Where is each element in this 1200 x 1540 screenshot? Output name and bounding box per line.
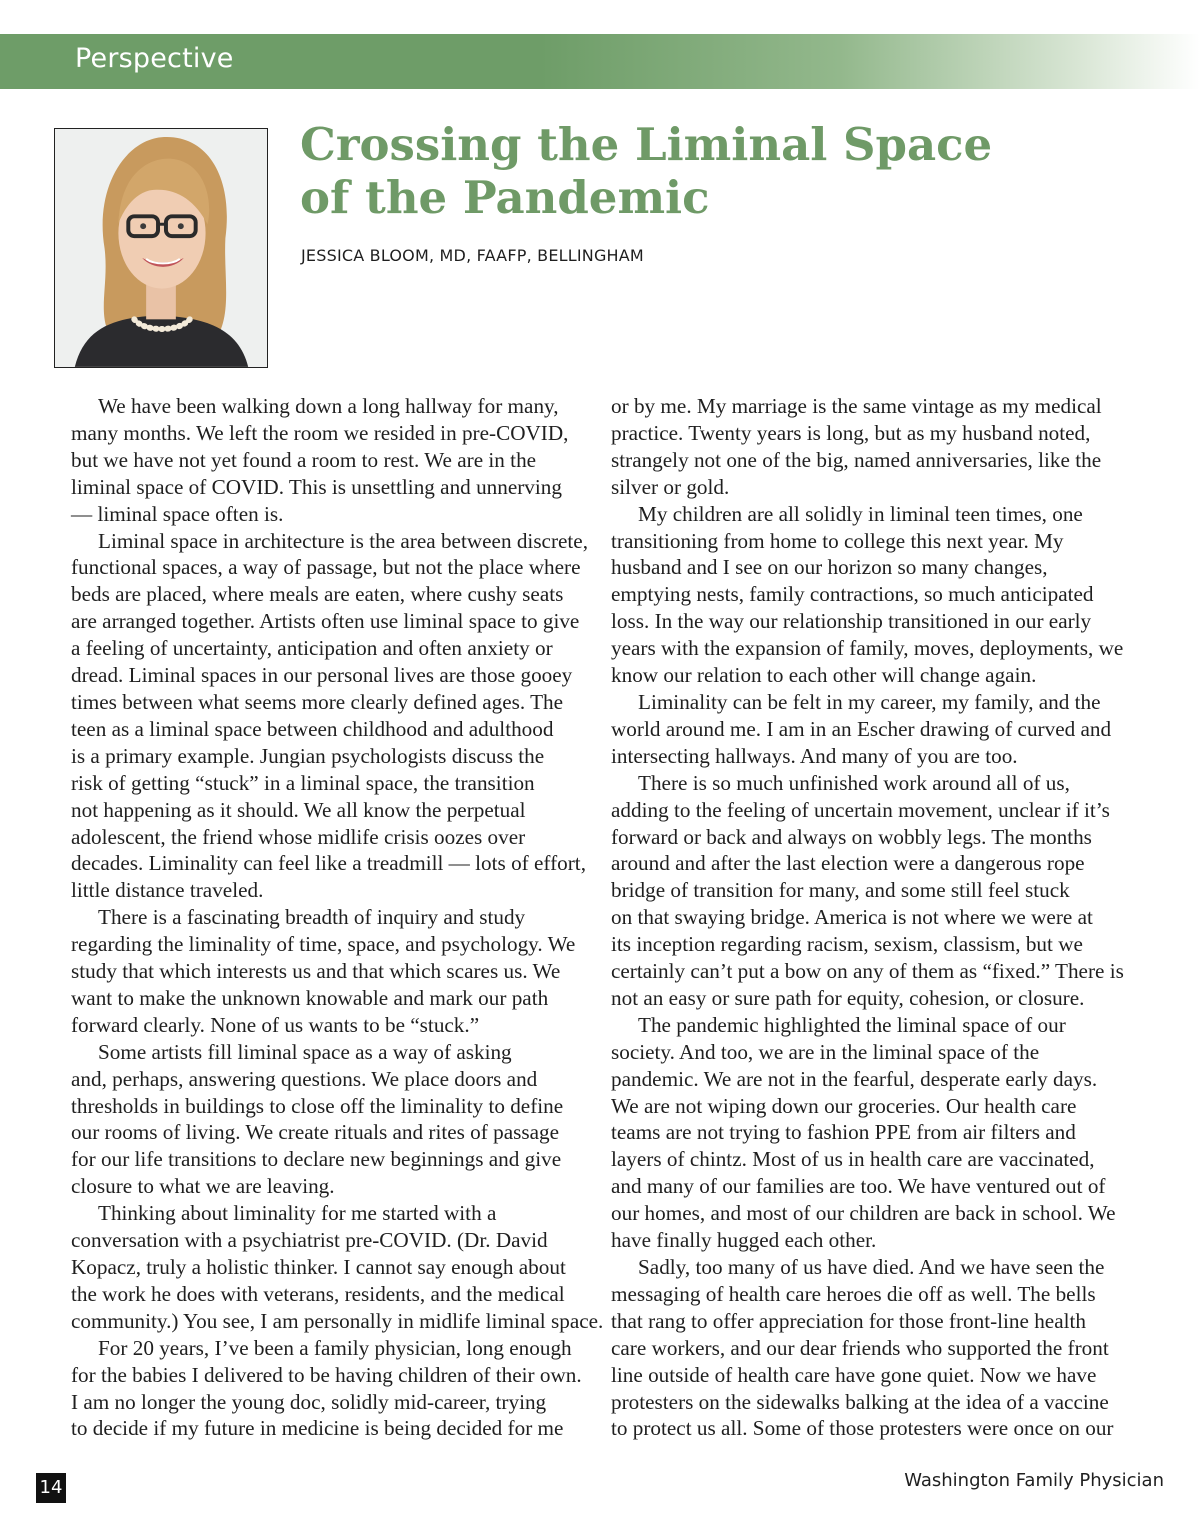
article-text-line: Sadly, too many of us have died. And we have seen the — [638, 1255, 1105, 1279]
article-text-line: study that which interests us and that which scares us. We — [71, 959, 561, 984]
article-text-line: and many of our families are too. We have ventured out of — [611, 1174, 1106, 1199]
publication-name: Washington Family Physician — [904, 1470, 1164, 1491]
article-text-line: world around me. I am in an Escher drawing of curved and — [611, 716, 1112, 741]
article-text-line: a feeling of uncertainty, anticipation and often anxiety or — [71, 636, 553, 661]
article-text-line: have finally hugged each other. — [611, 1228, 877, 1253]
article-text-line: not happening as it should. We all know the perpetual — [71, 797, 526, 822]
article-text-line: regarding the liminality of time, space, and psychology. We — [71, 932, 576, 957]
article-text-line: many months. We left the room we resided in pre-COVID, — [71, 420, 569, 445]
article-text-line: silver or gold. — [611, 474, 730, 499]
article-text-line: thresholds in buildings to close off the liminality to define — [71, 1093, 564, 1118]
page-number: 14 — [36, 1473, 66, 1503]
article-text-line: decades. Liminality can feel like a treadmill — lots of effort, — [71, 851, 586, 876]
article-text-line: or by me. My marriage is the same vintage as my medical — [611, 394, 1102, 418]
article-text-line: teen as a liminal space between childhood and adulthood — [71, 716, 554, 741]
article-text-line: intersecting hallways. And many of you are too. — [611, 743, 1018, 768]
article-text-line: the work he does with veterans, residents, and the medical — [71, 1281, 565, 1306]
author-byline: JESSICA BLOOM, MD, FAAFP, BELLINGHAM — [301, 246, 644, 265]
article-text-line: teams are not trying to fashion PPE from air filters and — [611, 1120, 1076, 1145]
article-text-line: for the babies I delivered to be having children of their own. — [71, 1362, 582, 1387]
article-text-line: and, perhaps, answering questions. We place doors and — [71, 1066, 538, 1091]
article-text-line: The pandemic highlighted the liminal space of our — [638, 1012, 1066, 1037]
article-text-line: little distance traveled. — [71, 878, 264, 903]
article-text-line: husband and I see on our horizon so many changes, — [611, 555, 1048, 580]
article-text-line: emptying nests, family contractions, so much anticipated — [611, 582, 1094, 607]
article-text-line: want to make the unknown knowable and mark our path — [71, 985, 549, 1010]
article-title-line-1: Crossing the Liminal Space — [300, 118, 993, 171]
article-text-line: functional spaces, a way of passage, but not the place where — [71, 555, 581, 580]
article-text-line: years with the expansion of family, moves, deployments, we — [611, 636, 1124, 661]
article-text-line: For 20 years, I’ve been a family physician, long enough — [98, 1335, 572, 1360]
article-text-line: pandemic. We are not in the fearful, desperate early days. — [611, 1066, 1098, 1091]
section-banner — [0, 34, 1200, 89]
article-text-line: Liminal space in architecture is the area between discrete, — [98, 528, 589, 553]
article-text-line: We are not wiping down our groceries. Our health care — [611, 1093, 1077, 1118]
article-column-right — [611, 393, 1131, 1442]
article-text-line: know our relation to each other will change again. — [611, 663, 1037, 688]
article-text-line: There is a fascinating breadth of inquiry and study — [98, 905, 526, 930]
section-label: Perspective — [75, 43, 234, 74]
article-text-line: its inception regarding racism, sexism, classism, but we — [611, 932, 1083, 957]
article-text-line: loss. In the way our relationship transitioned in our early — [611, 609, 1092, 634]
article-text-line: adding to the feeling of uncertain movement, unclear if it’s — [611, 797, 1110, 822]
article-text-line: Thinking about liminality for me started with a — [98, 1201, 497, 1226]
article-text-line: transitioning from home to college this next year. My — [611, 528, 1064, 553]
article-text-line: beds are placed, where meals are eaten, where cushy seats — [71, 582, 564, 607]
article-text-line: adolescent, the friend whose midlife crisis oozes over — [71, 824, 526, 849]
article-text-line: but we have not yet found a room to rest. We are in the — [71, 447, 537, 472]
article-title-line-2: of the Pandemic — [300, 171, 710, 224]
article-text-line: layers of chintz. Most of us in health care are vaccinated, — [611, 1147, 1095, 1172]
article-text-line: dread. Liminal spaces in our personal lives are those gooey — [71, 663, 573, 688]
article-text-line: strangely not one of the big, named anniversaries, like the — [611, 447, 1102, 472]
article-text-line: We have been walking down a long hallway for many, — [98, 394, 559, 418]
article-text-line: closure to what we are leaving. — [71, 1174, 335, 1199]
article-text-line: liminal space of COVID. This is unsettling and unnerving — [71, 474, 562, 499]
article-text-line: not an easy or sure path for equity, cohesion, or closure. — [611, 985, 1085, 1010]
article-text-line: on that swaying bridge. America is not where we were at — [611, 905, 1093, 930]
article-text-line: community.) You see, I am personally in midlife liminal space. — [71, 1308, 604, 1333]
article-text-line: to protect us all. Some of those protesters were once on our — [611, 1416, 1114, 1441]
article-text-line: for our life transitions to declare new beginnings and give — [71, 1147, 562, 1172]
article-text-line: our homes, and most of our children are back in school. We — [611, 1201, 1116, 1226]
article-text-line: care workers, and our dear friends who supported the front — [611, 1335, 1109, 1360]
article-text-line: conversation with a psychiatrist pre-COVID. (Dr. David — [71, 1228, 548, 1253]
article-text-line: forward clearly. None of us wants to be “stuck.” — [71, 1012, 480, 1037]
article-text-line: around and after the last election were a dangerous rope — [611, 851, 1085, 876]
article-text-line: — liminal space often is. — [71, 501, 284, 526]
article-text-line: to decide if my future in medicine is being decided for me — [71, 1416, 564, 1441]
article-text-line: times between what seems more clearly defined ages. The — [71, 689, 564, 714]
article-text-line: messaging of health care heroes die off as well. The bells — [611, 1281, 1096, 1306]
article-text-line: are arranged together. Artists often use liminal space to give — [71, 609, 580, 634]
article-text-line: Liminality can be felt in my career, my family, and the — [638, 689, 1101, 714]
article-text-line: protesters on the sidewalks balking at the idea of a vaccine — [611, 1389, 1109, 1414]
article-text-line: forward or back and always on wobbly legs. The months — [611, 824, 1092, 849]
article-text-line: bridge of transition for many, and some still feel stuck — [611, 878, 1070, 903]
article-text-line: our rooms of living. We create rituals and rites of passage — [71, 1120, 560, 1145]
article-text-line: is a primary example. Jungian psychologists discuss the — [71, 743, 545, 768]
article-text-line: line outside of health care have gone quiet. Now we have — [611, 1362, 1097, 1387]
article-column-left — [71, 393, 604, 1442]
article-text-line: risk of getting “stuck” in a liminal space, the transition — [71, 770, 535, 795]
article-text-line: practice. Twenty years is long, but as my husband noted, — [611, 420, 1091, 445]
article-text-line: that rang to offer appreciation for those front-line health — [611, 1308, 1086, 1333]
article-text-line: certainly can’t put a bow on any of them as “fixed.” There is — [611, 959, 1124, 984]
article-text-line: Kopacz, truly a holistic thinker. I cannot say enough about — [71, 1255, 566, 1279]
article-text-line: Some artists fill liminal space as a way of asking — [98, 1039, 512, 1064]
article-text-line: My children are all solidly in liminal teen times, one — [638, 501, 1083, 526]
article-text-line: society. And too, we are in the liminal space of the — [611, 1039, 1040, 1064]
article-text-line: There is so much unfinished work around all of us, — [638, 770, 1070, 795]
author-photo — [54, 128, 268, 368]
article-text-line: I am no longer the young doc, solidly mid-career, trying — [71, 1389, 547, 1414]
article-title — [300, 118, 1060, 224]
